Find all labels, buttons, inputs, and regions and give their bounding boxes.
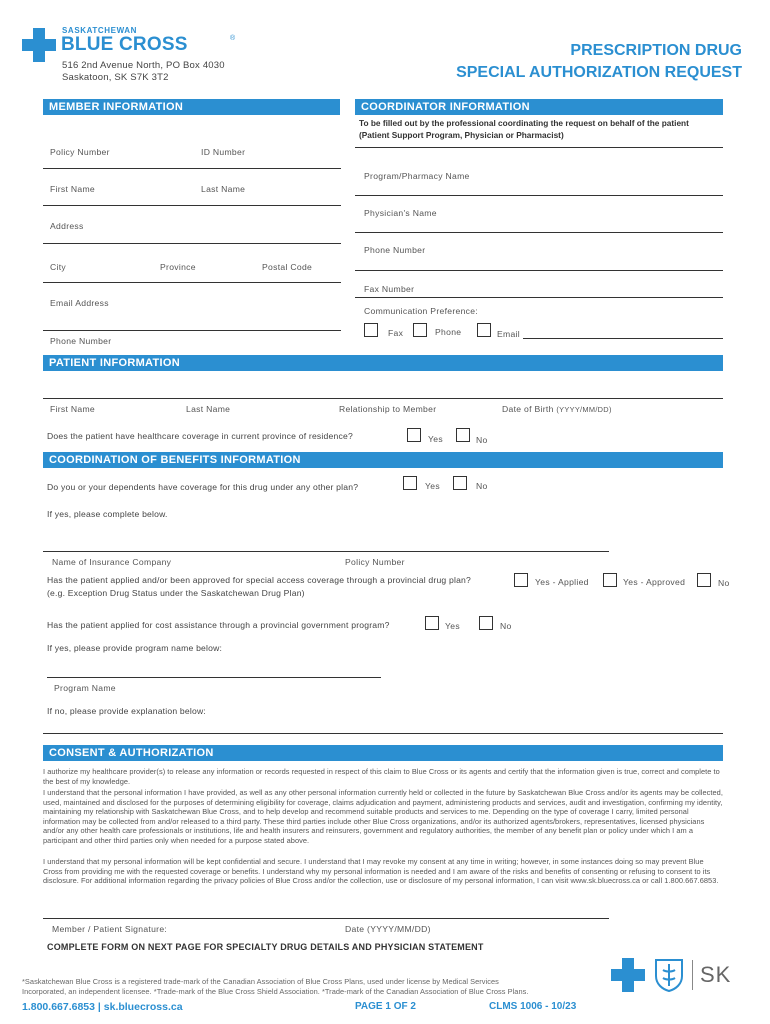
patient-info-heading: PATIENT INFORMATION — [43, 355, 723, 371]
coordinator-phone-line[interactable] — [355, 270, 723, 271]
postal-code-label: Postal Code — [262, 262, 313, 272]
coordinator-phone-label: Phone Number — [364, 245, 426, 255]
logo-main-text: BLUE CROSS — [61, 34, 188, 55]
email-field-line[interactable] — [43, 330, 341, 331]
logo-top-text: SASKATCHEWAN — [62, 26, 138, 35]
blue-cross-logo — [22, 26, 252, 62]
cost-assistance-no-label: No — [500, 621, 512, 631]
pref-fax-checkbox[interactable] — [364, 323, 378, 337]
footer-cross-icon — [611, 958, 645, 992]
yes-approved-label: Yes - Approved — [623, 577, 686, 587]
fax-field-line[interactable] — [355, 297, 723, 298]
special-access-no-checkbox[interactable] — [697, 573, 711, 587]
pref-email-label: Email — [497, 329, 520, 339]
id-number-label: ID Number — [201, 147, 246, 157]
signature-label: Member / Patient Signature: — [52, 924, 168, 934]
pref-phone-label: Phone — [435, 327, 462, 337]
logo-registered: ® — [230, 35, 236, 42]
special-access-no-label: No — [718, 578, 730, 588]
complete-form-note: COMPLETE FORM ON NEXT PAGE FOR SPECIALTY DRUG DETAILS AND PHYSICIAN STATEMENT — [47, 942, 484, 952]
address-line-1: 516 2nd Avenue North, PO Box 4030 — [62, 60, 225, 71]
page-number: PAGE 1 OF 2 — [355, 1001, 416, 1012]
other-plan-question: Do you or your dependents have coverage for this drug under any other plan? — [47, 482, 359, 492]
yes-approved-checkbox[interactable] — [603, 573, 617, 587]
special-access-example: (e.g. Exception Drug Status under the Saskatchewan Drug Plan) — [47, 588, 305, 598]
consent-paragraph-1: I authorize my healthcare provider(s) to release any information or records requested in respect of this claim to Blue Cross or its agents and certify that the information given is true, correct and complete to the best of my knowledge. — [43, 767, 720, 786]
logo-divider — [692, 960, 693, 990]
cross-icon — [22, 28, 56, 62]
coverage-yes-label: Yes — [428, 434, 443, 444]
form-code: CLMS 1006 - 10/23 — [489, 1001, 577, 1012]
address-field-line[interactable] — [43, 243, 341, 244]
sk-logo-text: SK — [700, 962, 732, 987]
yes-applied-checkbox[interactable] — [514, 573, 528, 587]
program-name-line[interactable] — [47, 677, 381, 678]
comm-pref-label: Communication Preference: — [364, 306, 479, 316]
if-no-explanation-text: If no, please provide explanation below: — [47, 706, 206, 716]
fax-number-label: Fax Number — [364, 284, 415, 294]
other-plan-no-label: No — [476, 481, 488, 491]
city-label: City — [50, 262, 66, 272]
program-name-label: Program Name — [54, 683, 116, 693]
member-info-heading: MEMBER INFORMATION — [43, 99, 340, 115]
policy-number-label: Policy Number — [50, 147, 110, 157]
signature-date-label: Date (YYYY/MM/DD) — [345, 924, 431, 934]
consent-paragraph-3: I understand that my personal information will be kept confidential and secure. I understand that I may revoke my consent at any time in writing; however, in some instances doing so may prevent Blue Cross from providing me with the requested coverage or benefits. I understand why my personal information is needed and I am aware of the risks and benefits of consenting or refusing to consent to its disclosure. For additional information regarding the privacy policies of Blue Cross and/or the collection, use or disclosure of my personal information, I can visit www.sk.bluecross.ca or call 1.800.667.6853. — [43, 857, 719, 886]
other-plan-no-checkbox[interactable] — [453, 476, 467, 490]
consent-heading: CONSENT & AUTHORIZATION — [43, 745, 723, 761]
insurance-company-label: Name of Insurance Company — [52, 557, 172, 567]
address-label: Address — [50, 221, 84, 231]
footer-contact[interactable]: 1.800.667.6853 | sk.bluecross.ca — [22, 1001, 183, 1013]
program-field-line[interactable] — [355, 195, 723, 196]
policy-field-line[interactable] — [43, 168, 341, 169]
trademark-line-1: *Saskatchewan Blue Cross is a registered trade-mark of the Canadian Association of Blue Cross Plans, used under license by Medical Services — [22, 977, 499, 986]
patient-name-line[interactable] — [43, 398, 723, 399]
coordinator-note: To be filled out by the professional coordinating the request on behalf of the patient (Patient Support Program, Physician or Pharmacist) — [359, 118, 689, 140]
address-line-2: Saskatoon, SK S7K 3T2 — [62, 72, 169, 83]
coverage-question: Does the patient have healthcare coverage in current province of residence? — [47, 431, 353, 441]
dob-text: Date of Birth — [502, 404, 554, 414]
explanation-line[interactable] — [43, 733, 723, 734]
special-access-question: Has the patient applied and/or been approved for special access coverage through a provincial drug plan? — [47, 575, 472, 585]
if-yes-program-text: If yes, please provide program name below: — [47, 643, 223, 653]
cob-policy-number-label: Policy Number — [345, 557, 405, 567]
cob-heading: COORDINATION OF BENEFITS INFORMATION — [43, 452, 723, 468]
patient-last-name-label: Last Name — [186, 404, 231, 414]
member-phone-label: Phone Number — [50, 336, 112, 346]
shield-icon — [654, 958, 684, 992]
cost-assistance-no-checkbox[interactable] — [479, 616, 493, 630]
email-pref-line[interactable] — [523, 338, 723, 339]
coordinator-top-line — [355, 147, 723, 148]
coordinator-info-heading: COORDINATOR INFORMATION — [355, 99, 723, 115]
signature-line[interactable] — [43, 918, 609, 919]
name-field-line[interactable] — [43, 205, 341, 206]
cost-assistance-question: Has the patient applied for cost assistance through a provincial government program? — [47, 620, 390, 630]
last-name-label: Last Name — [201, 184, 246, 194]
other-plan-yes-label: Yes — [425, 481, 440, 491]
pref-phone-checkbox[interactable] — [413, 323, 427, 337]
dob-label — [502, 404, 612, 414]
pref-email-checkbox[interactable] — [477, 323, 491, 337]
province-label: Province — [160, 262, 196, 272]
title-line-1: PRESCRIPTION DRUG — [570, 42, 742, 59]
relationship-label: Relationship to Member — [339, 404, 437, 414]
patient-first-name-label: First Name — [50, 404, 96, 414]
trademark-line-2: Incorporated, an independent licensee. *Trade-mark of the Blue Cross Shield Association. *Trade-mark of the Canadian Association of Blue Cross Plans. — [22, 987, 529, 996]
first-name-label: First Name — [50, 184, 96, 194]
yes-applied-label: Yes - Applied — [535, 577, 589, 587]
title-line-2: SPECIAL AUTHORIZATION REQUEST — [456, 64, 742, 81]
coverage-no-label: No — [476, 435, 488, 445]
pref-fax-label: Fax — [388, 328, 404, 338]
consent-paragraph-2: I understand that the personal information I have provided, as well as any other personal information currently held or collected in the future by Saskatchewan Blue Cross and/or its agents may be collected, used, maintained and disclosed for the purposes of determining eligibility for coverage, claims adjudication and payment, administering products and services, audit and investigation, confirming my identity, maintaining my relationship with Saskatchewan Blue Cross, and to help develop and recommend suitable products and services to me. Depending on the type of coverage I carry, limited personal information may be collected from and/or released to a third party. These third parties include other Blue Cross organizations, and/or its authorized agents/brokers, representatives, licensed physicians and/or any other health care professionals or institutions, life and health insurers and reinsurers, government and regulatory authorities, the member of any benefit plan or policy under which I am a participant and other third parties only when needed for a purpose stated above. — [43, 788, 723, 845]
cost-assistance-yes-label: Yes — [445, 621, 460, 631]
physician-field-line[interactable] — [355, 232, 723, 233]
coverage-yes-checkbox[interactable] — [407, 428, 421, 442]
coverage-no-checkbox[interactable] — [456, 428, 470, 442]
city-field-line[interactable] — [43, 282, 341, 283]
if-yes-complete-text: If yes, please complete below. — [47, 509, 168, 519]
dob-format: (YYYY/MM/DD) — [556, 405, 612, 414]
program-name-label: Program/Pharmacy Name — [364, 171, 470, 181]
email-label: Email Address — [50, 298, 109, 308]
insurance-field-line[interactable] — [43, 551, 609, 552]
cost-assistance-yes-checkbox[interactable] — [425, 616, 439, 630]
other-plan-yes-checkbox[interactable] — [403, 476, 417, 490]
physician-name-label: Physician's Name — [364, 208, 437, 218]
